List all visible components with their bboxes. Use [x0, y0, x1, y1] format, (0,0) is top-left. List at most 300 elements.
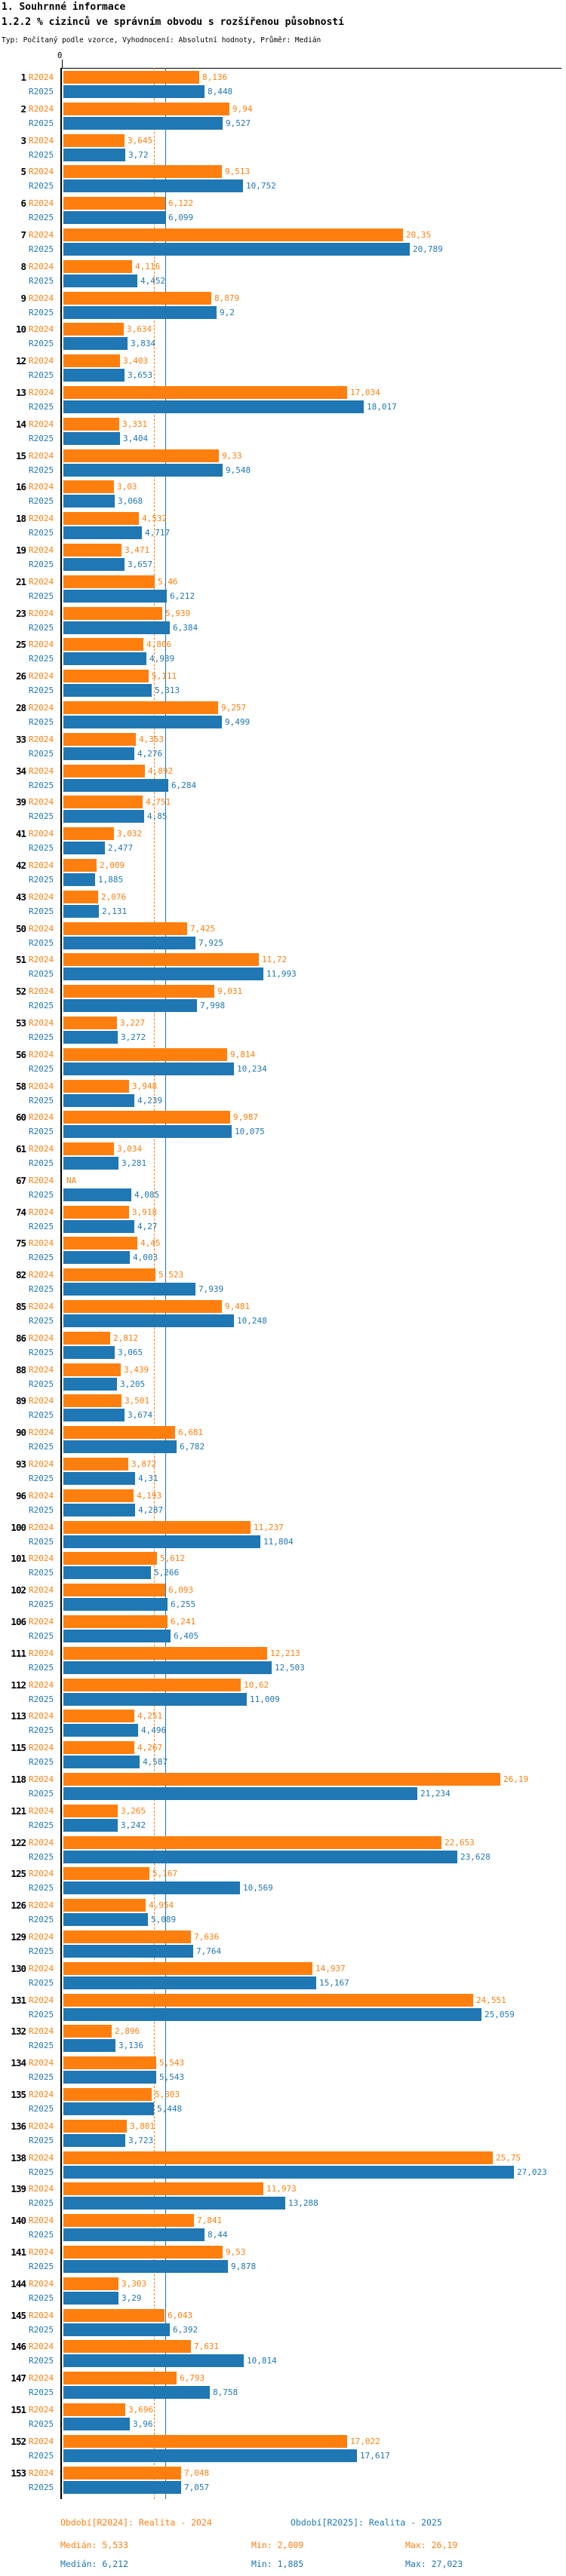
value-label-2024: 3,801 [130, 2121, 155, 2131]
bar-2025 [63, 1661, 272, 1674]
bar-group [0, 480, 566, 508]
series-label-2024: R2024 [29, 1207, 54, 1217]
bar-2025 [63, 2292, 118, 2305]
series-label-2024: R2024 [29, 103, 54, 114]
row-number: 43 [15, 891, 26, 903]
series-label-2024: R2024 [29, 2467, 54, 2478]
value-label-2024: 5,46 [158, 576, 178, 587]
value-label-2024: 6,241 [171, 1617, 196, 1627]
bar-2024 [63, 165, 222, 178]
bar-row-2024 [0, 670, 566, 682]
bar-group [0, 985, 566, 1012]
bar-group [0, 1867, 566, 1894]
bar-2024 [63, 985, 214, 998]
bar-row-2025 [0, 2292, 566, 2305]
bar-row-2024 [0, 512, 566, 525]
series-label-2025: R2025 [29, 2324, 54, 2335]
series-label-2025: R2025 [29, 2356, 54, 2366]
series-label-2025: R2025 [29, 370, 54, 381]
x-axis-tick [62, 60, 63, 68]
row-number: 86 [15, 1332, 26, 1344]
bar-row-2025 [0, 1251, 566, 1264]
row-number: 138 [11, 2151, 26, 2164]
bar-row-2025 [0, 1976, 566, 1989]
bar-group [0, 1300, 566, 1327]
row-number: 15 [15, 449, 26, 462]
bar-row-2024 [0, 418, 566, 431]
row-number: 145 [11, 2309, 26, 2321]
value-label-2024: 6,043 [168, 2310, 193, 2320]
bar-group [0, 197, 566, 224]
value-label-2025: 12,503 [275, 1662, 305, 1673]
series-label-2024: R2024 [29, 576, 54, 587]
bar-row-2024 [0, 1080, 566, 1093]
series-label-2024: R2024 [29, 797, 54, 808]
series-label-2024: R2024 [29, 2373, 54, 2384]
value-label-2025: 3,723 [128, 2135, 154, 2145]
bar-row-2025 [0, 1472, 566, 1485]
value-label-2025: 4,27 [137, 1221, 158, 1231]
series-label-2025: R2025 [29, 2482, 54, 2492]
bar-row-2024 [0, 197, 566, 210]
row-number: 56 [15, 1048, 26, 1060]
bar-2024 [63, 228, 403, 241]
bar-2025 [63, 937, 195, 949]
bar-2025 [63, 1535, 260, 1548]
value-label-2025: 7,939 [198, 1284, 224, 1295]
bar-2024 [63, 1867, 149, 1880]
bar-row-2025 [0, 2354, 566, 2367]
series-label-2024: R2024 [29, 387, 54, 397]
series-label-2025: R2025 [29, 2072, 54, 2083]
bar-2024 [63, 922, 187, 935]
series-label-2024: R2024 [29, 1017, 54, 1028]
bar-row-2025 [0, 684, 566, 697]
value-label-2024: 22,653 [444, 1837, 475, 1848]
bar-2025 [63, 1440, 177, 1453]
bar-row-2025 [0, 1409, 566, 1421]
bar-2025 [63, 1472, 135, 1485]
value-label-2025: 4,587 [143, 1757, 168, 1768]
value-label-2025: 6,782 [180, 1442, 205, 1452]
row-number: 126 [11, 1900, 26, 1912]
value-label-2025: 11,009 [250, 1694, 280, 1704]
bar-2025 [63, 1598, 168, 1611]
series-label-2024: R2024 [29, 671, 54, 682]
series-label-2024: R2024 [29, 2310, 54, 2320]
bar-row-2024 [0, 2056, 566, 2069]
bar-group [0, 544, 566, 571]
bar-row-2024 [0, 103, 566, 115]
value-label-2025: 4,31 [138, 1474, 158, 1484]
value-label-2025: 8,448 [208, 87, 233, 97]
value-label-2024: 7,636 [194, 1932, 220, 1943]
bar-row-2025 [0, 400, 566, 413]
series-label-2024: R2024 [29, 419, 54, 429]
value-label-2024: 7,631 [194, 2341, 220, 2352]
value-label-2025: 6,384 [173, 622, 198, 633]
bar-group [0, 165, 566, 192]
bar-row-2024 [0, 575, 566, 588]
bar-group [0, 1017, 566, 1044]
bar-row-2025 [0, 495, 566, 508]
bar-groups [0, 71, 566, 2498]
bar-row-2025 [0, 1851, 566, 1863]
bar-2024 [63, 1332, 110, 1345]
bar-2025 [63, 1063, 234, 1075]
bar-group [0, 1489, 566, 1516]
row-number: 146 [11, 2341, 26, 2353]
row-number: 42 [15, 859, 26, 871]
value-label-2024: 2,009 [100, 860, 125, 870]
bar-group [0, 2467, 566, 2494]
bar-2025 [63, 1378, 117, 1391]
bar-row-2024 [0, 2025, 566, 2038]
bar-row-2024 [0, 2088, 566, 2101]
series-label-2025: R2025 [29, 1410, 54, 1421]
value-label-2024: 4,532 [142, 514, 168, 524]
bar-row-2024 [0, 733, 566, 746]
bar-group [0, 575, 566, 603]
bar-row-2025 [0, 1125, 566, 1138]
bar-2025 [63, 2197, 285, 2210]
value-label-2025: 4,452 [140, 275, 166, 286]
bar-row-2025 [0, 937, 566, 949]
bar-2025 [63, 1094, 134, 1107]
value-label-2024: 8,879 [214, 293, 240, 303]
value-label-2024: 9,987 [233, 1112, 259, 1123]
legend-2025: Období[R2025]: Realita - 2025 [291, 2517, 442, 2528]
series-label-2024: R2024 [29, 923, 54, 934]
bar-group [0, 2277, 566, 2305]
series-label-2024: R2024 [29, 2278, 54, 2289]
bar-group [0, 1237, 566, 1264]
value-label-2024: 9,94 [232, 103, 253, 114]
bar-row-2025 [0, 2008, 566, 2021]
series-label-2024: R2024 [29, 1932, 54, 1943]
bar-2024 [63, 512, 139, 525]
value-label-2025: 3,96 [133, 2418, 153, 2429]
bar-row-2024 [0, 323, 566, 336]
value-label-2024: 3,034 [117, 1144, 143, 1155]
series-label-2025: R2025 [29, 1347, 54, 1357]
bar-row-2024 [0, 2309, 566, 2322]
bar-row-2024 [0, 165, 566, 178]
bar-2025 [63, 968, 263, 980]
bar-row-2024 [0, 1962, 566, 1975]
series-label-2024: R2024 [29, 261, 54, 271]
bar-row-2024 [0, 859, 566, 872]
row-number: 5 [20, 166, 26, 178]
value-label-2025: 4,085 [134, 1189, 160, 1200]
bar-2025 [63, 1566, 151, 1579]
bar-2025 [63, 1913, 148, 1926]
bar-row-2025 [0, 1945, 566, 1958]
bar-group [0, 1048, 566, 1075]
row-number: 7 [20, 228, 26, 241]
bar-group [0, 1426, 566, 1453]
bar-2025 [63, 1851, 457, 1863]
bar-group [0, 1647, 566, 1674]
bar-2024 [63, 292, 211, 305]
bar-group [0, 1458, 566, 1485]
value-label-2025: 5,448 [157, 2104, 183, 2114]
series-label-2024: R2024 [29, 955, 54, 965]
bar-group [0, 1552, 566, 1579]
series-label-2025: R2025 [29, 213, 54, 223]
row-number: 25 [15, 639, 26, 651]
series-label-2024: R2024 [29, 765, 54, 776]
bar-2024 [63, 1268, 155, 1281]
value-label-2024: 9,481 [225, 1302, 251, 1312]
row-number: 10 [15, 324, 26, 336]
bar-2025 [63, 1976, 316, 1989]
value-label-2025: 2,477 [108, 843, 134, 854]
bar-group [0, 1679, 566, 1706]
value-label-2025: 8,44 [208, 2230, 228, 2240]
row-number: 106 [11, 1616, 26, 1628]
bar-row-2025 [0, 2197, 566, 2210]
bar-row-2025 [0, 1630, 566, 1642]
bar-row-2025 [0, 779, 566, 792]
bar-row-2025 [0, 1881, 566, 1894]
bar-row-2024 [0, 292, 566, 305]
bar-row-2024 [0, 1206, 566, 1219]
value-label-2024: 4,116 [135, 261, 161, 271]
stat-max-2025: Max: 27,023 [405, 2559, 463, 2569]
bar-2025 [63, 1504, 135, 1516]
bar-2025 [63, 1283, 195, 1296]
series-label-2025: R2025 [29, 1158, 54, 1169]
bar-2025 [63, 747, 134, 760]
bar-group [0, 1994, 566, 2021]
bar-2025 [63, 274, 137, 287]
value-label-2024: 5,523 [158, 1270, 184, 1280]
bar-row-2025 [0, 85, 566, 98]
bar-2024 [63, 1142, 114, 1155]
series-label-2025: R2025 [29, 2198, 54, 2209]
series-label-2024: R2024 [29, 1553, 54, 1564]
value-label-2024: 25,75 [496, 2152, 521, 2163]
row-number: 141 [11, 2246, 26, 2258]
bar-row-2025 [0, 1693, 566, 1706]
value-label-2025: 4,276 [137, 748, 163, 759]
row-number: 50 [15, 922, 26, 934]
value-label-2024: 3,03 [117, 482, 137, 492]
bar-2025 [63, 810, 144, 823]
value-label-2024: 4,45 [140, 1238, 161, 1249]
bar-2025 [63, 2260, 228, 2273]
bar-group [0, 2214, 566, 2241]
row-number: 2 [20, 103, 26, 115]
bar-2025 [63, 337, 128, 350]
series-label-2024: R2024 [29, 1774, 54, 1785]
bar-row-2025 [0, 2134, 566, 2147]
value-label-2024: 4,267 [137, 1743, 163, 1753]
series-label-2025: R2025 [29, 1474, 54, 1484]
series-label-2024: R2024 [29, 135, 54, 146]
series-label-2025: R2025 [29, 1694, 54, 1704]
row-number: 82 [15, 1269, 26, 1281]
series-label-2024: R2024 [29, 2341, 54, 2352]
bar-group [0, 1080, 566, 1107]
value-label-2025: 3,657 [128, 559, 153, 569]
value-label-2024: 2,812 [113, 1332, 139, 1343]
series-label-2024: R2024 [29, 229, 54, 240]
row-number: 19 [15, 544, 26, 556]
page-title: 1. Souhrnné informace [2, 2, 126, 13]
bar-row-2025 [0, 1787, 566, 1800]
value-label-2024: 4,251 [137, 1711, 163, 1722]
value-label-2024: 3,872 [131, 1459, 157, 1470]
bar-2025 [63, 149, 125, 161]
bar-group [0, 2309, 566, 2336]
series-label-2025: R2025 [29, 748, 54, 759]
bar-row-2024 [0, 1994, 566, 2007]
value-label-2025: 2,131 [102, 906, 128, 916]
series-label-2024: R2024 [29, 1522, 54, 1532]
value-label-2025: 10,234 [237, 1063, 267, 1074]
bar-row-2024 [0, 1142, 566, 1155]
row-number: 122 [11, 1836, 26, 1848]
bar-2024 [63, 827, 114, 840]
value-label-2025: 17,617 [360, 2450, 390, 2461]
bar-row-2025 [0, 1566, 566, 1579]
value-label-2024: 3,918 [132, 1207, 158, 1217]
value-label-2025: 9,2 [220, 307, 235, 317]
series-label-2025: R2025 [29, 1789, 54, 1799]
series-label-2024: R2024 [29, 1175, 54, 1185]
bar-row-2025 [0, 1063, 566, 1075]
series-label-2025: R2025 [29, 937, 54, 948]
series-label-2025: R2025 [29, 1536, 54, 1547]
bar-row-2024 [0, 2403, 566, 2416]
series-label-2024: R2024 [29, 2404, 54, 2415]
series-label-2024: R2024 [29, 702, 54, 713]
bar-2024 [63, 670, 149, 682]
bar-2024 [63, 480, 114, 493]
bar-2025 [63, 2134, 125, 2147]
bar-group [0, 2056, 566, 2084]
bar-row-2025 [0, 1094, 566, 1107]
series-label-2025: R2025 [29, 685, 54, 696]
bar-2024 [63, 1080, 129, 1093]
bar-2025 [63, 1125, 232, 1138]
series-label-2024: R2024 [29, 1302, 54, 1312]
bar-2025 [63, 1314, 234, 1327]
bar-2024 [63, 1458, 128, 1470]
series-label-2024: R2024 [29, 1459, 54, 1470]
bar-2024 [63, 733, 136, 746]
series-label-2024: R2024 [29, 608, 54, 618]
bar-2024 [63, 1741, 134, 1754]
value-label-2024: 7,841 [197, 2216, 223, 2226]
bar-row-2024 [0, 1584, 566, 1596]
series-label-2024: R2024 [29, 1585, 54, 1596]
bar-2025 [63, 873, 95, 886]
bar-2024 [63, 2372, 177, 2384]
bar-row-2025 [0, 1661, 566, 1674]
bar-2024 [63, 1899, 146, 1912]
bar-2025 [63, 432, 120, 445]
bar-2024 [63, 260, 132, 273]
value-label-2025: 3,404 [123, 433, 149, 443]
bar-2025 [63, 558, 125, 571]
bar-row-2025 [0, 2323, 566, 2336]
series-label-2024: R2024 [29, 1112, 54, 1123]
row-number: 140 [11, 2215, 26, 2227]
bar-row-2024 [0, 765, 566, 777]
bar-row-2025 [0, 306, 566, 319]
value-label-2025: 6,255 [171, 1599, 196, 1610]
series-label-2024: R2024 [29, 2058, 54, 2068]
bar-2025 [63, 716, 222, 728]
value-label-2024: 5,939 [165, 608, 191, 618]
bar-2025 [63, 779, 168, 792]
bar-row-2024 [0, 1426, 566, 1439]
bar-2025 [63, 2008, 481, 2021]
bar-2025 [63, 464, 223, 477]
bar-row-2025 [0, 2260, 566, 2273]
bar-row-2025 [0, 1440, 566, 1453]
bar-2025 [63, 652, 146, 665]
bar-group [0, 1206, 566, 1233]
row-number: 89 [15, 1395, 26, 1407]
series-label-2025: R2025 [29, 118, 54, 128]
bar-row-2024 [0, 1710, 566, 1722]
bar-group [0, 1521, 566, 1548]
value-label-2025: 23,628 [460, 1851, 491, 1862]
row-number: 93 [15, 1458, 26, 1470]
series-label-2025: R2025 [29, 1316, 54, 1326]
value-label-2024: 17,034 [350, 387, 380, 397]
bar-row-2024 [0, 1300, 566, 1313]
legend-2024: Období[R2024]: Realita - 2024 [60, 2517, 212, 2528]
row-number: 34 [15, 765, 26, 777]
bar-2024 [63, 1962, 312, 1975]
bar-row-2025 [0, 1283, 566, 1296]
bar-row-2025 [0, 2039, 566, 2052]
bar-row-2024 [0, 2151, 566, 2164]
bar-row-2025 [0, 526, 566, 539]
bar-2025 [63, 1188, 131, 1201]
bar-2024 [63, 2214, 194, 2227]
bar-2025 [63, 590, 167, 603]
value-label-2025: 7,925 [198, 937, 224, 948]
value-label-2025: 3,065 [118, 1347, 143, 1357]
value-label-2024: 4,954 [149, 1900, 174, 1911]
bar-row-2024 [0, 228, 566, 241]
value-label-2025: 3,205 [120, 1378, 146, 1389]
bar-row-2025 [0, 1346, 566, 1359]
series-label-2025: R2025 [29, 1001, 54, 1011]
value-label-2024: 9,53 [226, 2246, 246, 2257]
value-label-2024: 9,031 [217, 986, 243, 997]
bar-row-2024 [0, 1679, 566, 1691]
series-label-2025: R2025 [29, 244, 54, 254]
bar-2024 [63, 575, 155, 588]
series-label-2025: R2025 [29, 2418, 54, 2429]
bar-row-2024 [0, 2340, 566, 2353]
row-number: 1 [20, 72, 26, 83]
series-label-2025: R2025 [29, 969, 54, 980]
bar-row-2024 [0, 71, 566, 84]
series-label-2024: R2024 [29, 544, 54, 555]
bar-row-2024 [0, 1048, 566, 1061]
value-label-2024: 7,425 [190, 923, 216, 934]
value-label-2024: 6,681 [178, 1428, 204, 1438]
series-label-2025: R2025 [29, 1977, 54, 1988]
